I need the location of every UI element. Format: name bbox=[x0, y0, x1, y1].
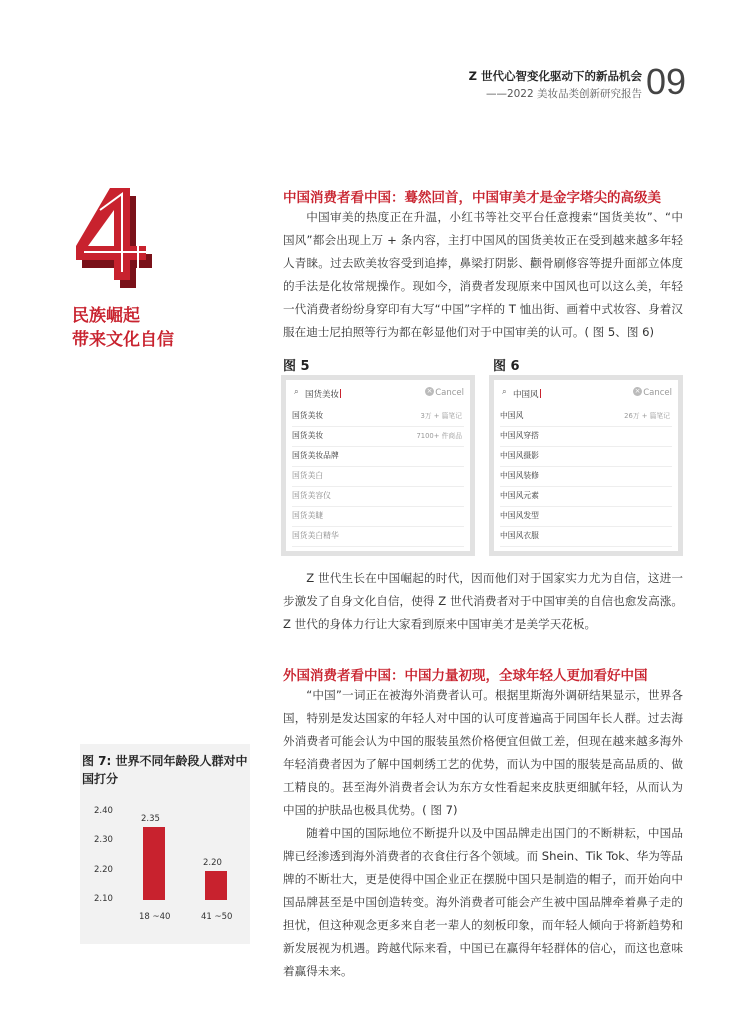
suggestion-meta: 3万 + 篇笔记 bbox=[420, 412, 462, 420]
block1b-paragraph: Z 世代生长在中国崛起的时代，因而他们对于国家实力尤为自信，这进一步激发了自身文化自信，使得 Z 世代消费者对于中国审美的自信也愈发高涨。Z 世代的身体力行让大家看到原来中国审美才是美学天花板。 bbox=[283, 571, 683, 631]
fig5-label: 图 5 bbox=[283, 359, 310, 374]
block2-paragraph-1: “中国”一词正在被海外消费者认可。根据里斯海外调研结果显示，世界各国，特别是发达国家的年轻人对中国的认可度普遍高于同国年长人群。过去海外消费者可能会认为中国的服装虽然价格便宜但做工差，但现在越来越多海外年轻消费者因为了解中国刺绣工艺的优势，而认为中国的服装是高品质的、做工精良的。甚至海外消费者会认为东方女性看起来皮肤更细腻年轻，从而认为中国的护肤品也极具优势。( 图 7) bbox=[283, 688, 683, 817]
section-number-4-graphic bbox=[70, 180, 180, 292]
report-title: Z 世代心智变化驱动下的新品机会 bbox=[468, 69, 642, 83]
suggestion-item[interactable] bbox=[500, 426, 672, 447]
suggestion-text: 中国风穿搭 bbox=[500, 431, 539, 440]
bar-1 bbox=[143, 827, 165, 900]
block1-heading: 中国消费者看中国：蓦然回首，中国审美才是金字塔尖的高级美 bbox=[283, 190, 661, 206]
section-title bbox=[72, 304, 174, 352]
report-subtitle: ——2022 美妆品类创新研究报告 bbox=[485, 88, 642, 100]
suggestion-text: 国货美妆 bbox=[292, 411, 324, 420]
suggestion-meta: 26万 + 篇笔记 bbox=[624, 412, 670, 420]
suggestion-text: 中国风发型 bbox=[500, 511, 539, 520]
y-tick-label: 2.30 bbox=[94, 835, 113, 846]
suggestion-item[interactable] bbox=[500, 406, 672, 427]
suggestion-item[interactable] bbox=[500, 546, 672, 556]
suggestion-item[interactable] bbox=[500, 526, 672, 547]
suggestion-text: 国货美妆 bbox=[292, 431, 324, 440]
suggestion-item[interactable] bbox=[292, 526, 464, 547]
suggestion-item[interactable] bbox=[500, 446, 672, 467]
y-tick-label: 2.10 bbox=[94, 894, 113, 904]
block2-paragraph-2: 随着中国的国际地位不断提升以及中国品牌走出国门的不断耕耘，中国品牌已经渗透到海外消费者的衣食住行各个领域。而 Shein、Tik Tok、华为等品牌的不断壮大，更是使得中国企业正在摆脱中国只是制造的帽子，而开始向中国品牌甚至是中国创造转变。海外消费者可能会产生被中国品牌牵着鼻子走的担忧，但这种观念更多来自老一辈人的刻板印象，而年轻人倾向于将新趋势和新发展视为机遇。跨越代际来看，中国已在赢得年轻群体的信心，而这也意味着赢得未来。 bbox=[283, 826, 683, 978]
suggestion-text: 国货美妆品牌 bbox=[292, 451, 339, 460]
cancel-button[interactable]: Cancel bbox=[435, 388, 464, 398]
fig6-screenshot bbox=[489, 375, 683, 556]
suggestion-item[interactable] bbox=[292, 426, 464, 447]
suggestion-text: 国货美睫 bbox=[292, 511, 324, 520]
suggestion-text: 中国风装修 bbox=[500, 471, 539, 480]
suggestion-item[interactable] bbox=[292, 446, 464, 467]
suggestion-item[interactable] bbox=[292, 486, 464, 507]
suggestion-text: 中国风服装 bbox=[500, 551, 539, 556]
fig5-search-bar[interactable] bbox=[292, 386, 464, 402]
cancel-button[interactable]: Cancel bbox=[643, 388, 672, 398]
page-number: 09 bbox=[646, 61, 687, 102]
search-icon: ⌕ bbox=[294, 387, 299, 397]
suggestion-item[interactable] bbox=[292, 406, 464, 427]
suggestion-item[interactable] bbox=[500, 486, 672, 507]
clear-icon[interactable]: × bbox=[426, 387, 433, 395]
fig6-search-query: 中国风 bbox=[513, 390, 539, 400]
y-tick-label: 2.40 bbox=[94, 806, 113, 816]
x-tick-label: 18 ~40 bbox=[139, 912, 171, 922]
fig6-search-bar[interactable] bbox=[500, 386, 672, 402]
y-tick-label: 2.20 bbox=[94, 864, 113, 875]
bar-2 bbox=[205, 871, 227, 900]
section-title-line1: 民族崛起 bbox=[72, 306, 140, 326]
suggestion-meta: 7100+ 件商品 bbox=[416, 432, 462, 440]
suggestion-text: 中国风摄影 bbox=[500, 451, 539, 460]
x-tick-label: 41 ~50 bbox=[201, 912, 233, 922]
suggestion-text: 中国风 bbox=[500, 411, 524, 420]
block1-paragraph: 中国审美的热度正在升温，小红书等社交平台任意搜索“国货美妆”、“中国风”都会出现上万 + 条内容，主打中国风的国货美妆正在受到越来越多年轻人青睐。过去欧美妆容受到追捧，鼻梁打阴影、颧骨刷修容等提升面部立体度的手法是化妆常规操作。现如今，消费者发现原来中国风也可以这么美，年轻一代消费者纷纷身穿印有大写“中国”字样的 T 恤出街、画着中式妆容、身着汉服在迪士尼拍照等行为都在彰显他们对于中国审美的认可。( 图 5、图 6) bbox=[283, 210, 683, 339]
fig6-label: 图 6 bbox=[493, 359, 520, 374]
data-label: 2.35 bbox=[141, 813, 160, 824]
block1-paragraph-wrap bbox=[283, 206, 683, 344]
suggestion-text: 中国风衣服 bbox=[500, 531, 539, 540]
data-label: 2.20 bbox=[203, 857, 222, 868]
fig5-search-query: 国货美妆 bbox=[305, 390, 340, 400]
section-title-line2: 带来文化自信 bbox=[72, 330, 174, 350]
suggestion-item[interactable] bbox=[500, 506, 672, 527]
suggestion-text: 国货美白精华 bbox=[292, 531, 339, 540]
block1b-paragraph-wrap bbox=[283, 567, 683, 636]
clear-icon[interactable]: × bbox=[634, 387, 641, 395]
suggestion-item[interactable] bbox=[500, 466, 672, 487]
suggestion-item[interactable] bbox=[292, 506, 464, 527]
suggestion-item[interactable] bbox=[292, 466, 464, 487]
search-icon: ⌕ bbox=[502, 387, 507, 397]
suggestion-text: 国货美白 bbox=[292, 471, 324, 480]
suggestion-text: 国货美容仪 bbox=[292, 491, 331, 500]
chart-title: 图 7: 世界不同年龄段人群对中国打分 bbox=[82, 754, 248, 786]
fig5-screenshot bbox=[281, 375, 475, 556]
block2-heading: 外国消费者看中国：中国力量初现，全球年轻人更加看好中国 bbox=[283, 668, 648, 684]
suggestion-text: 中国风元素 bbox=[500, 491, 539, 500]
block2-paragraphs bbox=[283, 684, 683, 983]
